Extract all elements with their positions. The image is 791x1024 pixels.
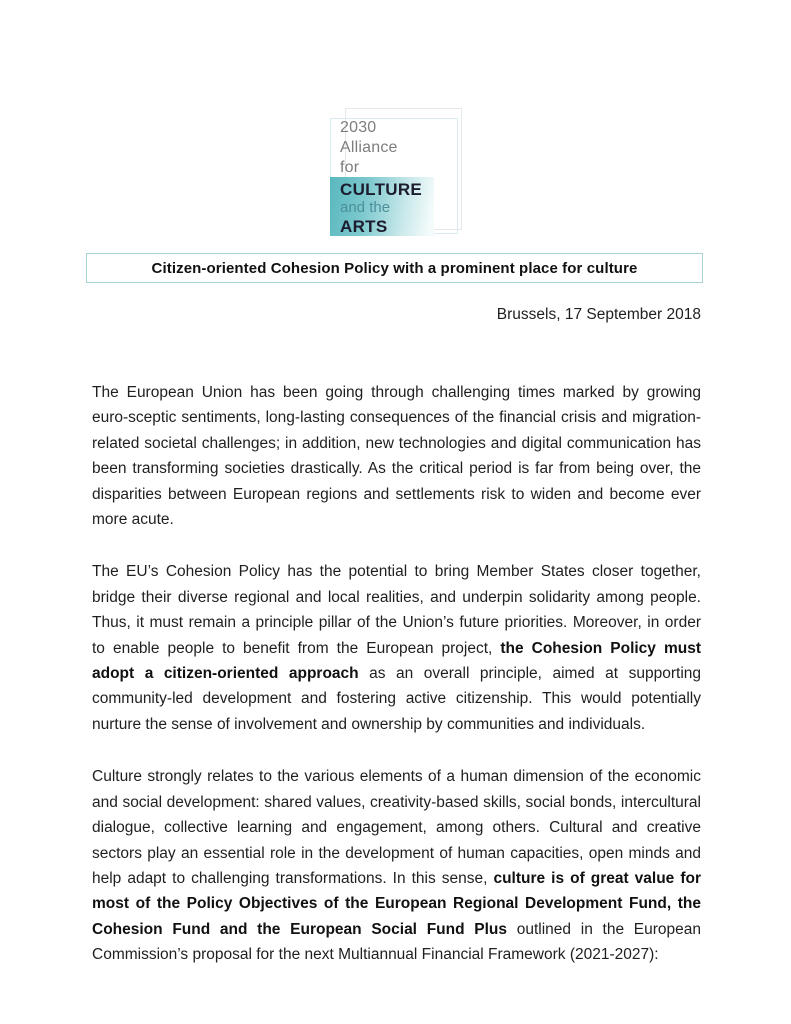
paragraphs [92,380,701,995]
logo-line-alliance: Alliance [340,139,398,156]
paragraph-bold-segment: the Cohesion Policy must adopt a citizen-oriented approach [92,639,701,683]
logo-line-culture: CULTURE [340,180,423,199]
logo-line-2030: 2030 [340,119,377,136]
dateline: Brussels, 17 September 2018 [496,306,701,323]
logo-accent-block [330,177,434,236]
paragraph-segment: The European Union has been going through challenging times marked by growing euro-sceptic sentiments, long-lasting consequences of the financial crisis and migration-related societal challenges; in addition, new technologies and digital communication has been transforming societies drastically. As the critical period is far from being over, the disparities between European regions and settlements risk to widen and become ever more acute. [92,384,701,529]
paragraph-segment: outlined in the European Commission’s proposal for the next Multiannual Financial Framework (2021-2027): [92,920,702,964]
logo-line-for: for [340,159,360,176]
paragraph-bold-segment: culture is of great value for most of the Policy Objectives of the European Regional Development Fund, the Cohesion Fund and the European Social Fund Plus [92,869,701,938]
logo-text-top [340,118,398,178]
paragraph [92,559,701,737]
logo-line-and-the: and the [340,199,391,216]
paragraph-segment: Culture strongly relates to the various elements of a human dimension of the economic and social development: shared values, creativity-based skills, social bonds, intercultural dialogue, collective learning and engagement, among others. Cultural and creative sectors play an essential role in the development of human capacities, open minds and help adapt to challenging transformations. In this sense, [92,768,701,887]
paragraph [92,380,701,532]
logo-line-arts: ARTS [340,217,388,236]
alliance-logo [322,106,472,240]
title-box [86,253,703,283]
page-title: Citizen-oriented Cohesion Policy with a prominent place for culture [151,259,638,277]
paragraph-segment: The EU’s Cohesion Policy has the potential to bring Member States closer together, bridge their diverse regional and local realities, and underpin solidarity among people. Thus, it must remain a principle pillar of the Union’s future priorities. Moreover, in order to enable people to benefit from the European project, [92,563,701,657]
paragraph-segment: as an overall principle, aimed at supporting community-led development and fostering active citizenship. This would potentially nurture the sense of involvement and ownership by communities and individuals. [92,665,702,733]
paragraph [92,764,701,967]
